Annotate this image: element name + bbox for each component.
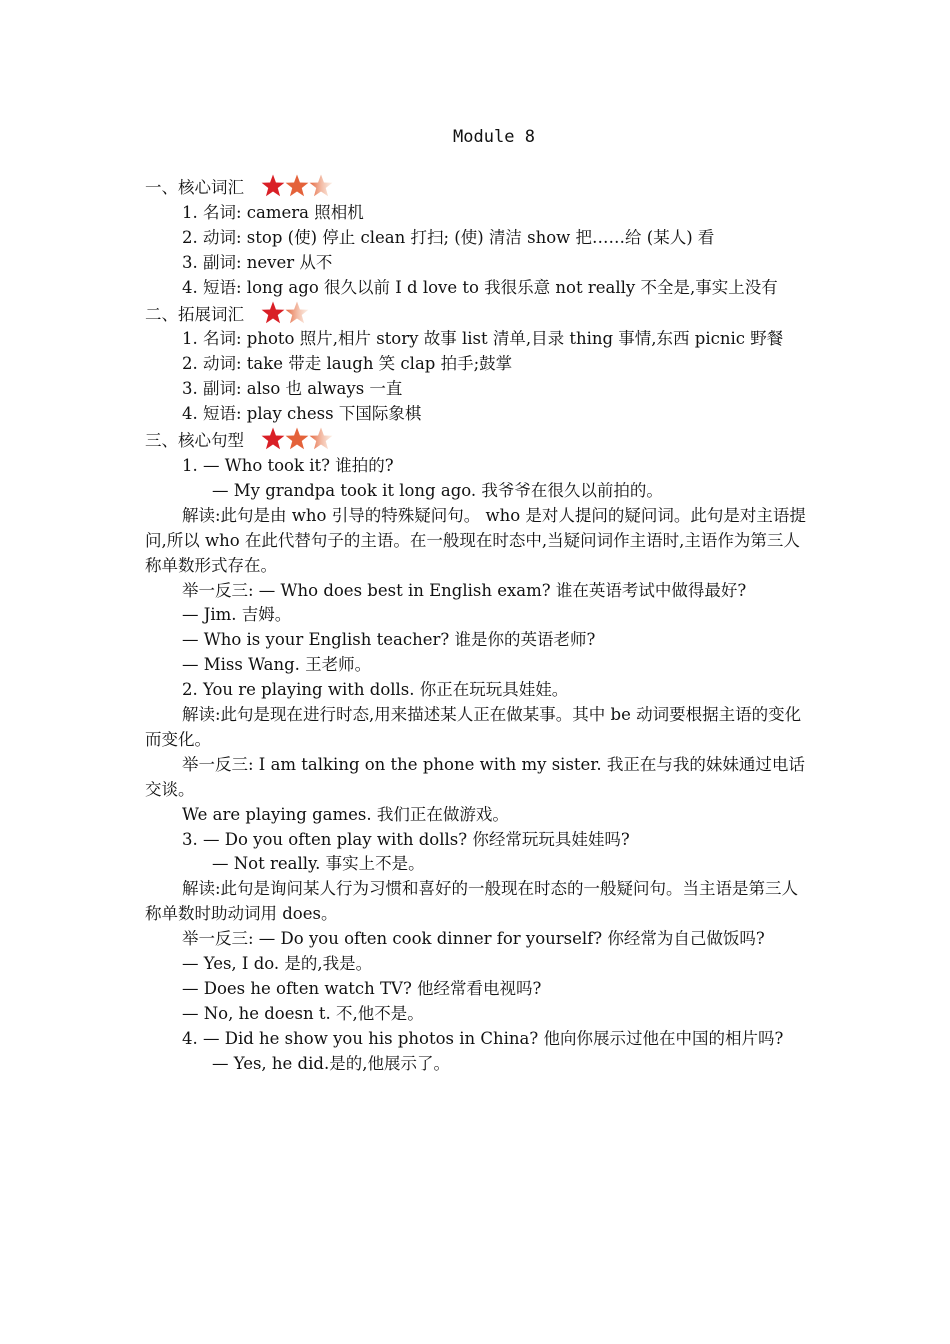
text-line: 2. 动词: take 带走 laugh 笑 clap 拍手;鼓掌 [182, 354, 513, 374]
star-icon [286, 301, 309, 323]
text-line: 举一反三: — Do you often cook dinner for yourself? 你经常为自己做饭吗? [182, 929, 765, 949]
text-line: 1. 名词: camera 照相机 [182, 202, 364, 222]
text-line: 4. 短语: long ago 很久以前 I d love to 我很乐意 not really 不全是,事实上没有 [182, 277, 778, 297]
rating-stars [260, 174, 342, 198]
text-line: 解读:此句是由 who 引导的特殊疑问句。 who 是对人提问的疑问词。此句是对主语提问,所以 who 在此代替句子的主语。在一般现在时态中,当疑问词作主语时,主语作为第三人称单数形式存在。 [145, 505, 806, 575]
section-heading-text: 一、核心词汇 [145, 178, 244, 197]
text-line: — Yes, I do. 是的,我是。 [182, 954, 373, 974]
text-line: 3. — Do you often play with dolls? 你经常玩玩具娃娃吗? [182, 829, 630, 849]
section-heading [145, 427, 810, 454]
page-title: Module 8 [453, 127, 535, 147]
star-icon [262, 301, 285, 323]
star-icon [310, 428, 333, 450]
text-line: 解读:此句是询问某人行为习惯和喜好的一般现在时态的一般疑问句。当主语是第三人称单数时助动词用 does。 [145, 879, 799, 924]
text-line: We are playing games. 我们正在做游戏。 [182, 804, 509, 824]
text-line: 4. — Did he show you his photos in China? 他向你展示过他在中国的相片吗? [182, 1028, 784, 1048]
text-line: 2. You re playing with dolls. 你正在玩玩具娃娃。 [182, 680, 569, 700]
star-rating-graphic [260, 301, 316, 325]
star-rating-graphic [260, 427, 342, 451]
text-line: — Who is your English teacher? 谁是你的英语老师? [182, 630, 596, 650]
text-line: 1. 名词: photo 照片,相片 story 故事 list 清单,目录 thing 事情,东西 picnic 野餐 [182, 329, 784, 349]
text-line: 1. — Who took it? 谁拍的? [182, 455, 394, 475]
star-rating-graphic [260, 174, 342, 198]
section-heading [145, 174, 810, 201]
star-icon [286, 175, 309, 197]
rating-stars [260, 301, 316, 325]
text-line: 3. 副词: also 也 always 一直 [182, 379, 403, 399]
rating-stars [260, 427, 342, 451]
text-line: 2. 动词: stop (使) 停止 clean 打扫; (使) 清洁 show 把……给 (某人) 看 [182, 227, 715, 247]
text-line: 3. 副词: never 从不 [182, 252, 333, 272]
text-line: 解读:此句是现在进行时态,用来描述某人正在做某事。其中 be 动词要根据主语的变化而变化。 [145, 705, 802, 749]
document-body [145, 174, 810, 1077]
text-line: — Jim. 吉姆。 [182, 605, 292, 625]
text-line: — Miss Wang. 王老师。 [182, 655, 372, 675]
text-line: — Does he often watch TV? 他经常看电视吗? [182, 979, 542, 998]
star-icon [310, 175, 333, 197]
star-icon [262, 428, 285, 450]
section-heading-text: 三、核心句型 [145, 431, 244, 451]
section-heading [145, 301, 810, 328]
text-line: 举一反三: I am talking on the phone with my sister. 我正在与我的妹妹通过电话交谈。 [145, 754, 805, 799]
text-line: 举一反三: — Who does best in English exam? 谁在英语考试中做得最好? [182, 580, 747, 600]
text-line: — No, he doesn t. 不,他不是。 [182, 1003, 424, 1023]
star-icon [286, 428, 309, 450]
text-line: — Yes, he did.是的,他展示了。 [212, 1053, 450, 1073]
star-icon [262, 175, 285, 197]
section-heading-text: 二、拓展词汇 [145, 304, 244, 324]
text-line: — Not really. 事实上不是。 [212, 854, 425, 874]
text-line: 4. 短语: play chess 下国际象棋 [182, 404, 422, 424]
text-line: — My grandpa took it long ago. 我爷爷在很久以前拍的。 [212, 480, 663, 500]
